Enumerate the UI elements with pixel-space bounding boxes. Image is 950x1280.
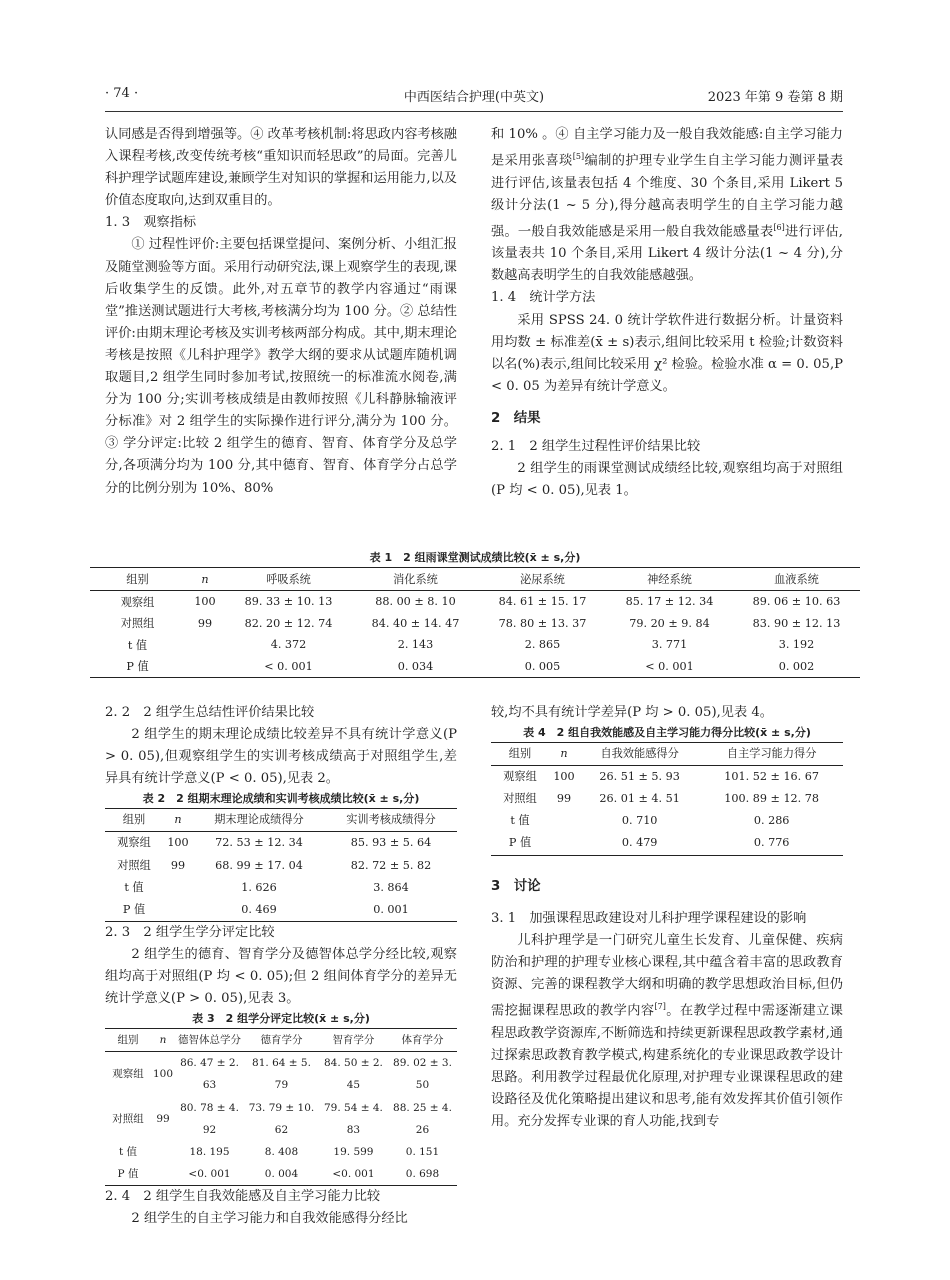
journal-name: 中西医结合护理(中英文)	[403, 90, 545, 105]
col-header: n	[549, 743, 579, 766]
table-row: 观察组 100 72. 53 ± 12. 34 85. 93 ± 5. 64	[117, 836, 432, 850]
left-column-bottom	[105, 702, 457, 1230]
section-heading-2-3: 2. 3 2 组学生学分评定比较	[105, 924, 275, 940]
col-header: n	[185, 568, 225, 591]
col-header: 智育学分	[319, 1029, 388, 1052]
paragraph: 和 10% 。④ 自主学习能力及一般自我效能感:自主学习能力是采用张喜琰[5]编制的护理专业学生自主学习能力测评量表进行评估,该量表包括 4 个维度、30 个条目,采用 Likert 5 级计分法(1 ~ 5 分),得分越高表明学生的自主学习能力越强。一般自我效能感是采用一般自我效能感量表[6]进行评估,该量表共 10 个条目,采用 Likert 4 级计分法(1 ~ 4 分),分数越高表明学生的自我效能感越强。	[491, 127, 844, 284]
table-row: t 值 1. 626 3. 864	[124, 880, 409, 894]
paragraph: 儿科护理学是一门研究儿童生长发育、儿童保健、疾病防治和护理的护理专业核心课程,其中蕴含着丰富的思政教育资源、完善的课程教学大纲和明确的教学思想政治目标,但仍需挖掘课程思政的教学内容[7]。在教学过程中需逐渐建立课程思政教学资源库,不断筛选和持续更新课程思政教学素材,通过探索思政教育教学模式,构建系统化的专业课思政教学设计思路。利用教学过程最优化原理,对护理专业课课程思政的建设路径及优化策略提出建议和思考,能有效发挥其价值引领作用。充分发挥专业课的育人功能,找到专	[491, 932, 843, 1129]
table-row: 对照组 99 68. 99 ± 17. 04 82. 72 ± 5. 82	[117, 858, 432, 872]
col-header: 组别	[90, 568, 185, 591]
citation-6[interactable]: [6]	[773, 222, 785, 232]
table-1-caption: 表 1 2 组雨课堂测试成绩比较(x̄ ± s,分)	[369, 551, 581, 564]
col-header: 自我效能感得分	[579, 743, 700, 766]
table-row: P 值 <0. 001 0. 004 <0. 001 0. 698	[105, 1163, 457, 1186]
table-row: 观察组 100 86. 47 ± 2. 63 81. 64 ± 5. 79 84. 50 ± 2. 45 89. 02 ± 3. 50	[112, 1057, 452, 1092]
col-header: 体育学分	[388, 1029, 457, 1052]
paragraph: 2 组学生的德育、智育学分及德智体总学分经比较,观察组均高于对照组(P 均 < 0. 05);但 2 组间体育学分的差异无统计学意义(P > 0. 05),见表 3。	[105, 946, 457, 1007]
col-header: 神经系统	[606, 568, 733, 591]
header-rule	[105, 111, 843, 112]
section-heading-1-3: 1. 3 观察指标	[105, 215, 197, 231]
col-header: 组别	[491, 743, 549, 766]
col-header: 消化系统	[352, 568, 479, 591]
col-header: 血液系统	[733, 568, 860, 591]
table-row: t 值 18. 195 8. 408 19. 599 0. 151	[118, 1145, 440, 1158]
table-2-caption: 表 2 2 组期末理论成绩和实训考核成绩比较(x̄ ± s,分)	[142, 792, 420, 806]
running-header	[105, 86, 843, 108]
section-heading-3: 3 讨论	[491, 878, 541, 894]
table-2-grid	[105, 808, 457, 921]
table-row: 观察组 100 89. 33 ± 10. 13 88. 00 ± 8. 10 84. 61 ± 15. 17 85. 17 ± 12. 34 89. 06 ± 10. 63	[120, 595, 841, 609]
table-row: 对照组 99 80. 78 ± 4. 92 73. 79 ± 10. 62 79. 54 ± 4. 83 88. 25 ± 4. 26	[112, 1101, 452, 1136]
table-3-caption: 表 3 2 组学分评定比较(x̄ ± s,分)	[192, 1012, 370, 1026]
section-heading-2-4: 2. 4 2 组学生自我效能感及自主学习能力比较	[105, 1188, 381, 1204]
table-3	[105, 1010, 457, 1186]
paragraph: 2 组学生的期末理论成绩比较差异不具有统计学意义(P > 0. 05),但观察组学生的实训考核成绩高于对照组学生,差异具有统计学意义(P < 0. 05),见表 2。	[105, 727, 457, 787]
col-header: 呼吸系统	[225, 568, 352, 591]
section-heading-3-1: 3. 1 加强课程思政建设对儿科护理学课程建设的影响	[491, 910, 807, 926]
left-column-top	[105, 124, 457, 500]
paragraph: 认同感是否得到增强等。④ 改革考核机制:将思政内容考核融入课程考核,改变传统考核“重知识而轻思政”的局面。完善儿科护理学试题库建设,兼顾学生对知识的掌握和运用能力,以及价值态度取向,达到双重目的。	[105, 127, 457, 209]
table-row: 对照组 99 82. 20 ± 12. 74 84. 40 ± 14. 47 78. 80 ± 13. 37 79. 20 ± 9. 84 83. 90 ± 12. 13	[120, 616, 841, 631]
issue-info: 2023 年第 9 卷第 8 期	[707, 90, 843, 105]
right-column-top	[491, 124, 843, 502]
right-column-bottom	[491, 702, 843, 1133]
table-row: t 值 0. 710 0. 286	[510, 814, 790, 828]
table-1	[90, 549, 860, 678]
col-header: 自主学习能力得分	[700, 743, 843, 766]
table-row: t 值 4. 372 2. 143 2. 865 3. 771 3. 192	[127, 638, 815, 652]
table-row: 观察组 100 26. 51 ± 5. 93 101. 52 ± 16. 67	[503, 770, 820, 784]
col-header: 期末理论成绩得分	[193, 809, 325, 832]
citation-5[interactable]: [5]	[572, 152, 585, 162]
table-row: P 值 < 0. 001 0. 034 0. 005 < 0. 001 0. 002	[90, 656, 860, 678]
col-header: 德育学分	[244, 1029, 319, 1052]
col-header: 组别	[105, 1029, 151, 1052]
paragraph: 2 组学生的雨课堂测试成绩经比较,观察组均高于对照组(P 均 < 0. 05),见表 1。	[491, 461, 843, 499]
section-heading-2-2: 2. 2 2 组学生总结性评价结果比较	[105, 705, 315, 720]
table-3-grid	[105, 1028, 457, 1186]
table-2	[105, 790, 457, 921]
paragraph: 较,均不具有统计学差异(P 均 > 0. 05),见表 4。	[491, 705, 773, 720]
section-heading-2: 2 结果	[491, 410, 541, 426]
paragraph: 2 组学生的自主学习能力和自我效能感得分经比	[131, 1210, 408, 1226]
table-row: 对照组 99 26. 01 ± 4. 51 100. 89 ± 12. 78	[503, 792, 820, 806]
col-header: n	[163, 809, 193, 832]
table-4-caption: 表 4 2 组自我效能感及自主学习能力得分比较(x̄ ± s,分)	[523, 726, 811, 740]
table-row: P 值 0. 479 0. 776	[491, 832, 843, 855]
col-header: 德智体总学分	[175, 1029, 244, 1052]
table-1-grid	[90, 567, 860, 678]
section-heading-1-4: 1. 4 统计学方法	[491, 290, 596, 306]
col-header: n	[151, 1029, 175, 1052]
page-number: · 74 ·	[105, 86, 139, 101]
paragraph: ① 过程性评价:主要包括课堂提问、案例分析、小组汇报及随堂测验等方面。采用行动研究法,课上观察学生的表现,课后收集学生的反馈。此外,对五章节的教学内容通过“雨课堂”推送测试题进行大考核,考核满分均为 100 分。② 总结性评价:由期末理论考核及实训考核两部分构成。其中,期末理论考核是按照《儿科护理学》教学大纲的要求从试题库随机调取题目,2 组学生同时参加考试,按照统一的标准流水阅卷,满分为 100 分;实训考核成绩是由教师按照《儿科静脉输液评分标准》对 2 组学生的实际操作进行评分,满分为 100 分。③ 学分评定:比较 2 组学生的德育、智育、体育学分及总学分,各项满分均为 100 分,其中德育、智育、体育学分占总学分的比例分别为 10%、80%	[105, 237, 457, 496]
col-header: 实训考核成绩得分	[325, 809, 457, 832]
table-4-grid	[491, 742, 843, 855]
citation-7[interactable]: [7]	[654, 1002, 666, 1012]
col-header: 组别	[105, 809, 163, 832]
section-heading-2-1: 2. 1 2 组学生过程性评价结果比较	[491, 439, 701, 454]
table-row: P 值 0. 469 0. 001	[105, 899, 457, 922]
col-header: 泌尿系统	[479, 568, 606, 591]
table-4	[491, 724, 843, 855]
paragraph: 采用 SPSS 24. 0 统计学软件进行数据分析。计量资料用均数 ± 标准差(x̄ ± s)表示,组间比较采用 t 检验;计数资料以名(%)表示,组间比较采用 χ² 检验。检验水准 α = 0. 05,P < 0. 05 为差异有统计学意义。	[491, 312, 844, 394]
